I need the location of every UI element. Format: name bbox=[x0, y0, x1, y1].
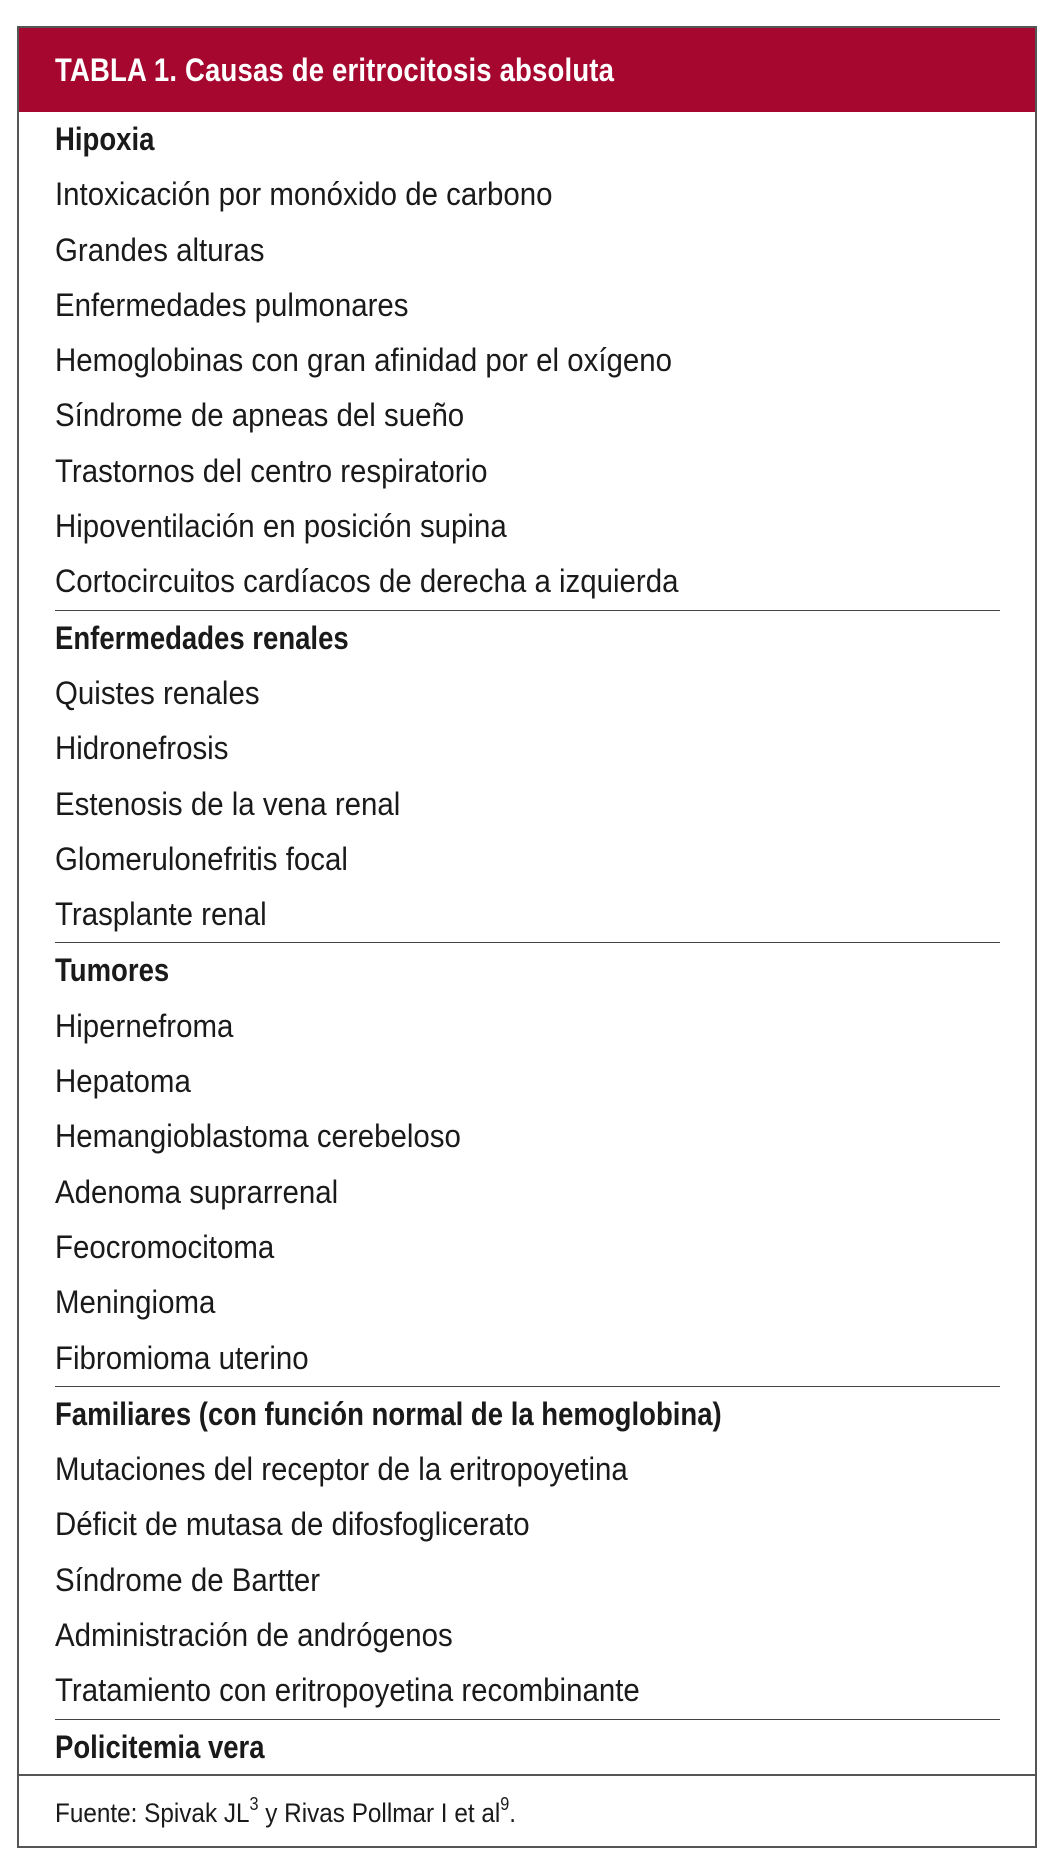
table-body bbox=[19, 112, 1035, 1775]
group-enfermedades-renales bbox=[55, 610, 1000, 943]
list-item: Fibromioma uterino bbox=[55, 1339, 309, 1376]
table-title-bar bbox=[19, 28, 1035, 112]
reference-superscript: 9 bbox=[500, 1793, 510, 1814]
source-text: . bbox=[509, 1797, 517, 1828]
group-heading: Enfermedades renales bbox=[55, 619, 349, 656]
list-item: Administración de andrógenos bbox=[55, 1617, 453, 1654]
group-policitemia-vera bbox=[55, 1719, 1000, 1775]
group-heading: Tumores bbox=[55, 952, 170, 989]
list-item: Grandes alturas bbox=[55, 231, 265, 268]
list-item: Déficit de mutasa de difosfoglicerato bbox=[55, 1506, 530, 1543]
group-heading: Policitemia vera bbox=[55, 1728, 265, 1765]
list-item: Quistes renales bbox=[55, 674, 260, 711]
table-title: TABLA 1. Causas de eritrocitosis absoluta bbox=[55, 51, 615, 88]
list-item: Cortocircuitos cardíacos de derecha a izquierda bbox=[55, 563, 679, 600]
group-familiares bbox=[55, 1386, 1000, 1719]
list-item: Enfermedades pulmonares bbox=[55, 286, 409, 323]
list-item: Adenoma suprarrenal bbox=[55, 1173, 339, 1210]
list-item: Trastornos del centro respiratorio bbox=[55, 452, 488, 489]
list-item: Síndrome de Bartter bbox=[55, 1561, 321, 1598]
list-item: Tratamiento con eritropoyetina recombinante bbox=[55, 1672, 640, 1709]
list-item: Estenosis de la vena renal bbox=[55, 785, 401, 822]
group-tumores bbox=[55, 942, 1000, 1385]
list-item: Hidronefrosis bbox=[55, 730, 229, 767]
source-text: y Rivas Pollmar I et al bbox=[258, 1797, 501, 1828]
source-note bbox=[55, 1794, 516, 1829]
table-footer bbox=[19, 1774, 1035, 1846]
list-item: Hepatoma bbox=[55, 1063, 191, 1100]
list-item: Mutaciones del receptor de la eritropoyetina bbox=[55, 1451, 628, 1488]
list-item: Hemangioblastoma cerebeloso bbox=[55, 1118, 461, 1155]
source-text: Fuente: Spivak JL bbox=[55, 1797, 250, 1828]
reference-superscript: 3 bbox=[249, 1793, 259, 1814]
causes-table bbox=[17, 26, 1037, 1848]
list-item: Hemoglobinas con gran afinidad por el oxígeno bbox=[55, 342, 673, 379]
list-item: Trasplante renal bbox=[55, 896, 267, 933]
list-item: Hipoventilación en posición supina bbox=[55, 508, 507, 545]
list-item: Feocromocitoma bbox=[55, 1228, 275, 1265]
group-heading: Hipoxia bbox=[55, 121, 155, 157]
list-item: Hipernefroma bbox=[55, 1007, 234, 1044]
group-hipoxia bbox=[55, 112, 1000, 610]
list-item: Meningioma bbox=[55, 1284, 216, 1321]
list-item: Síndrome de apneas del sueño bbox=[55, 397, 465, 434]
group-heading: Familiares (con función normal de la hemoglobina) bbox=[55, 1395, 722, 1432]
list-item: Glomerulonefritis focal bbox=[55, 840, 348, 877]
list-item: Intoxicación por monóxido de carbono bbox=[55, 176, 553, 213]
